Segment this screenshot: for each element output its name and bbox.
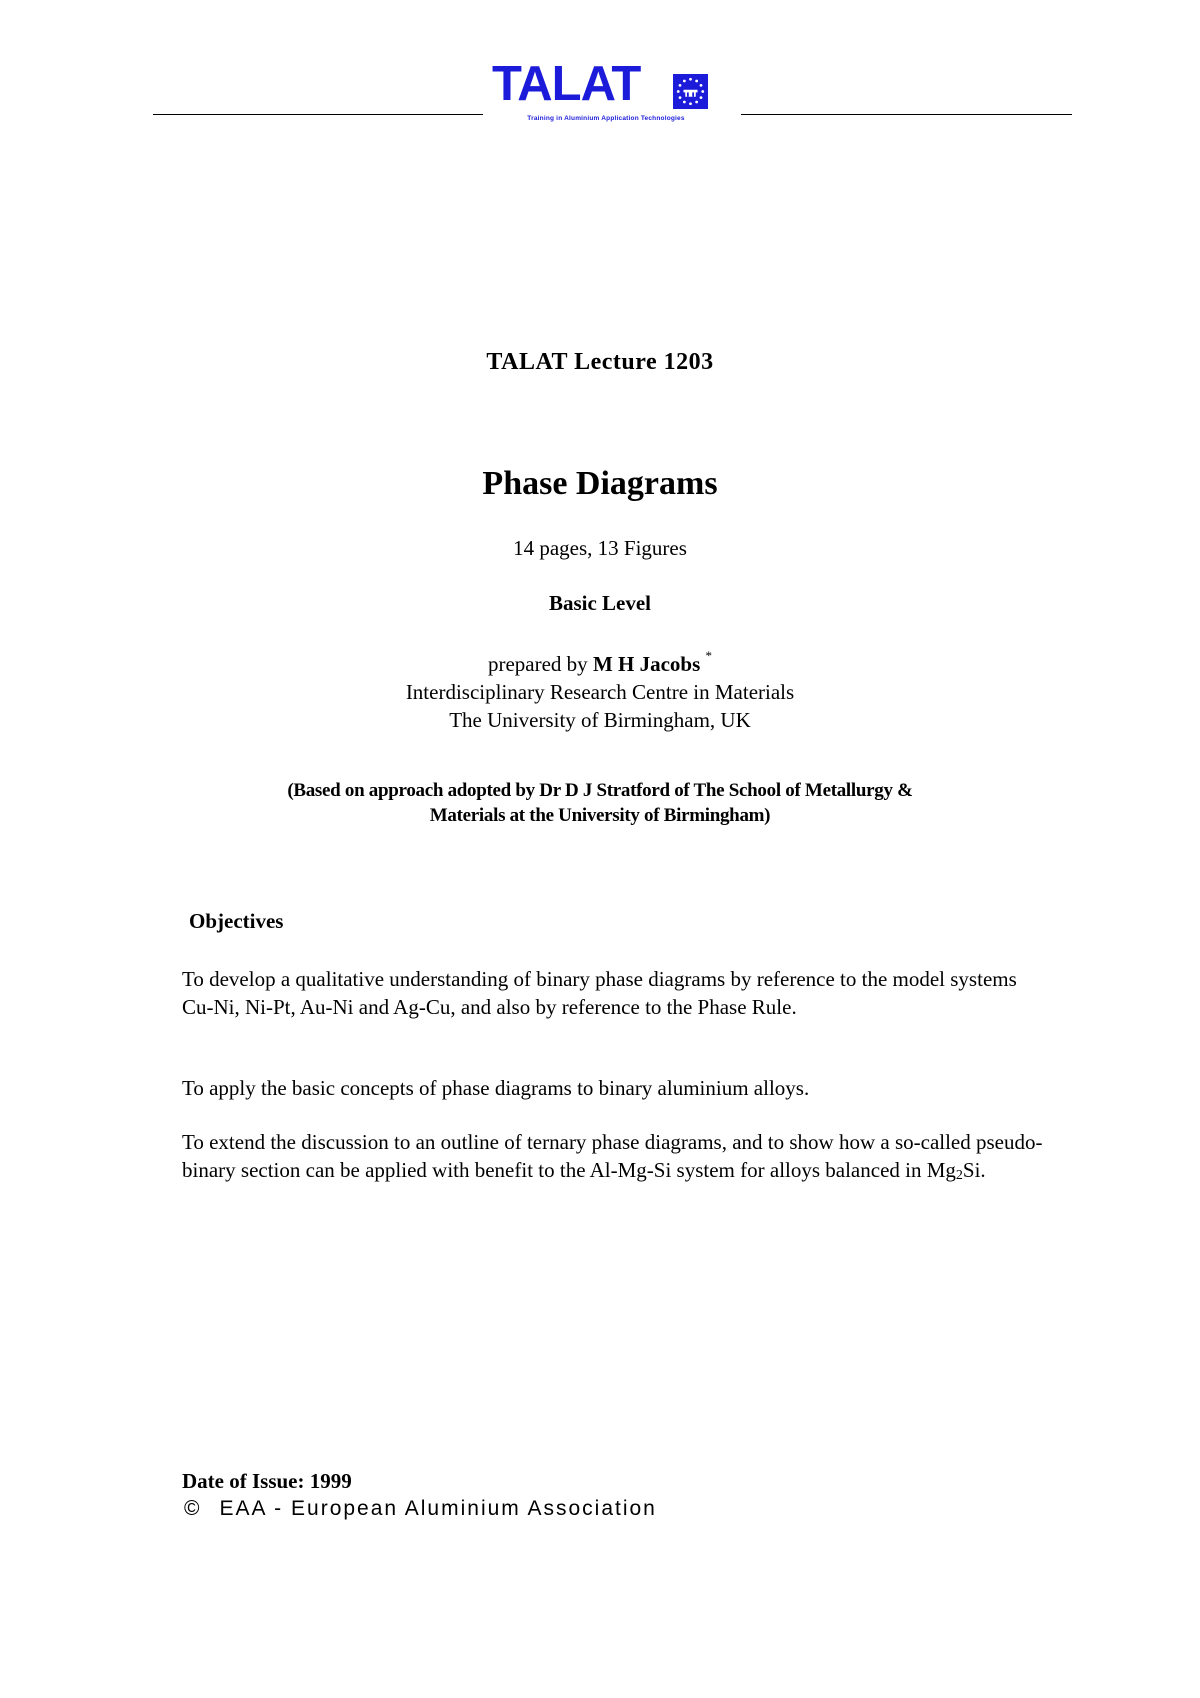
- subscript-2: 2: [955, 1168, 963, 1183]
- objective-paragraph-2: To apply the basic concepts of phase diagrams to binary aluminium alloys.: [182, 1076, 810, 1100]
- affiliation-line-1: Interdisciplinary Research Centre in Materials: [405, 680, 795, 704]
- eu-flag-icon: [673, 74, 708, 109]
- objective-paragraph-1: To develop a qualitative understanding of binary phase diagrams by reference to the model systems Cu-Ni, Ni-Pt, Au-Ni and Ag-Cu, and also by reference to the Phase Rule.: [182, 967, 1017, 1019]
- page-count: 14 pages, 13 Figures: [513, 536, 687, 560]
- objective-paragraph-3: [182, 1128, 1052, 1188]
- logo-wordmark: TALAT: [492, 57, 641, 111]
- author-line: [0, 645, 1200, 678]
- copyright-symbol: ©: [184, 1497, 202, 1520]
- based-on-line-1: (Based on approach adopted by Dr D J Stratford of The School of Metallurgy &: [287, 780, 913, 801]
- footnote-mark: *: [705, 648, 713, 663]
- prepared-prefix: prepared by: [487, 652, 593, 676]
- affiliation-line-2: The University of Birmingham, UK: [449, 708, 751, 732]
- author-name: M H Jacobs: [592, 652, 701, 676]
- talat-logo: [492, 57, 724, 126]
- objective-paragraph-3-end: Si.: [962, 1158, 986, 1182]
- header-rule-right: [741, 114, 1072, 115]
- logo-tagline: Training in Aluminium Application Technologies: [527, 115, 685, 122]
- objectives-heading: Objectives: [189, 909, 284, 933]
- objective-paragraph-3-text: To extend the discussion to an outline of ternary phase diagrams, and to show how a so-called pseudo-binary section can be applied with benefit to the Al-Mg-Si system for alloys balanced in Mg: [182, 1130, 1043, 1182]
- based-on-line-2: Materials at the University of Birmingham): [429, 805, 771, 826]
- copyright-text: EAA - European Aluminium Association: [219, 1497, 657, 1520]
- based-on-note: [0, 778, 1200, 828]
- page-title: Phase Diagrams: [482, 465, 718, 502]
- lecture-number: TALAT Lecture 1203: [486, 349, 714, 375]
- level-label: Basic Level: [548, 591, 652, 615]
- copyright-line: [184, 1497, 657, 1521]
- header-rule-left: [153, 114, 483, 115]
- date-of-issue: Date of Issue: 1999: [182, 1469, 352, 1493]
- prepared-by-block: [0, 645, 1200, 734]
